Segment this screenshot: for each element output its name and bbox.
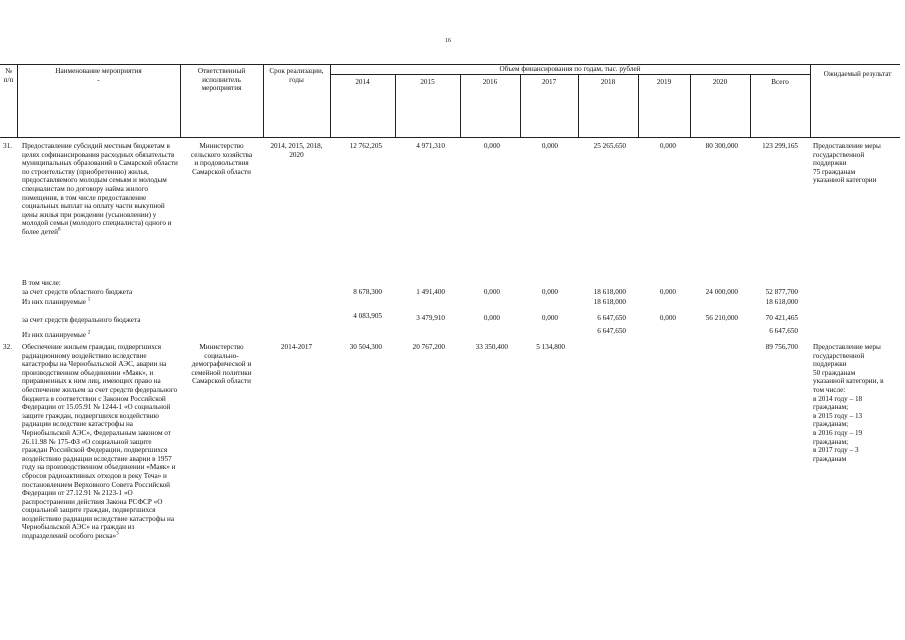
row32-v2014: 30 504,300 bbox=[349, 343, 382, 351]
row32-term: 2014-2017 bbox=[280, 343, 313, 351]
row31-v2016: 0,000 bbox=[483, 142, 500, 150]
row32-num: 32. bbox=[3, 343, 12, 351]
row31-sub-value: 18 618,000 bbox=[593, 298, 626, 306]
header-num: № п/п bbox=[3, 67, 14, 84]
row31-sub-value: 24 000,000 bbox=[705, 288, 738, 296]
row31-v2015: 4 971,310 bbox=[416, 142, 445, 150]
row32-name: Обеспечение жильем граждан, подвергшихся радиационному воздействию вследствие катастрофы на Чернобыльской АЭС, аварии на производственном объединении «Маяк», и приравненных к ним лиц, имеющих право на обеспечение жильем за счет средств федерального бюджета в соответствии с Законом Российской Федерации от 15.05.91 № 1244-1 «О социальной защите граждан, подвергшихся воздействию радиации вследствие катастрофы на Чернобыльской АЭС», Федеральным законом от 26.11.98 № 175-ФЗ «О социальной защите граждан Российской Федерации, подвергшихся воздействию радиации вследствие аварии в 1957 году на производственном объединении «Маяк» и сбросов радиоактивных отходов в реку Теча» и постановлением Верховного Совета Российской Федерации от 27.12.91 № 2123-1 «О распространении действия Закона РСФСР «О социальной защите граждан, подвергшихся воздействию радиации вследствие катастрофы на Чернобыльской АЭС» на граждан из подразделений особого риска»$^3$ bbox=[22, 343, 178, 541]
row31-sub-value: 6 647,650 bbox=[597, 327, 626, 335]
header-year-2016: 2016 bbox=[482, 78, 498, 86]
row31-sub-label: за счет средств федерального бюджета bbox=[22, 316, 141, 324]
header-year-2014: 2014 bbox=[355, 78, 370, 86]
row31-sub-value: 52 877,700 bbox=[765, 288, 798, 296]
row32-result: Предоставление меры государственной поддержки 50 гражданам указанной категории, в том числе: в 2014 году – 18 гражданам; в 2015 году – 13 гражданам; в 2016 году – 19 гражданам; в 2017 году – 3 гражданам bbox=[813, 343, 884, 463]
header-result: Ожидаемый результат bbox=[823, 70, 892, 78]
row31-v2014: 12 762,205 bbox=[349, 142, 382, 150]
header-bottom-line bbox=[0, 137, 900, 138]
header-year-2020: 2020 bbox=[712, 78, 728, 86]
row31-sub-value: 6 647,650 bbox=[769, 327, 798, 335]
row31-sub-value: 1 491,400 bbox=[416, 288, 445, 296]
row31-sub-value: 18 618,000 bbox=[765, 298, 798, 306]
row31-sub-value: 6 647,650 bbox=[597, 314, 626, 322]
row32-vtotal: 89 756,700 bbox=[765, 343, 798, 351]
row31-sub-value: 18 618,000 bbox=[593, 288, 626, 296]
header-year-2019: 2019 bbox=[656, 78, 672, 86]
row31-sub-value: 0,000 bbox=[541, 288, 558, 296]
row31-sub-value: 0,000 bbox=[659, 288, 676, 296]
row31-sub-value: 0,000 bbox=[541, 314, 558, 322]
row31-sub-value: 56 210,000 bbox=[705, 314, 738, 322]
row31-sub-value: 0,000 bbox=[483, 288, 500, 296]
row31-v2018: 25 265,650 bbox=[593, 142, 626, 150]
header-year-2018: 2018 bbox=[600, 78, 616, 86]
row31-sub-value: 4 083,905 bbox=[353, 312, 382, 320]
col-divider bbox=[330, 64, 331, 137]
row31-name: Предоставление субсидий местным бюджетам в целях софинансирования расходных обязательств муниципальных образований в Самарской области по строительству (приобретению) жилья, предоставляемого молодым семьям и молодым специалистам по договору найма жилого помещения, в том числе предоставление социальных выплат на оплату части выкупной цены жилья при рождении (усыновлении) у молодой семьи (молодого специалиста) одного и более детей$^8$ bbox=[22, 142, 178, 236]
row31-v2017: 0,000 bbox=[541, 142, 558, 150]
funding-sub-line bbox=[330, 74, 810, 75]
row31-sub-value: 3 479,910 bbox=[416, 314, 445, 322]
row31-responsible: Министерство сельского хозяйства и продовольствия Самарской области bbox=[190, 142, 253, 176]
row31-v2019: 0,000 bbox=[659, 142, 676, 150]
page-number: 16 bbox=[445, 38, 451, 44]
header-term: Срок реализации, годы bbox=[269, 67, 324, 84]
row31-term: 2014, 2015, 2018, 2020 bbox=[270, 142, 323, 159]
row31-sub-label: Из них планируемые $^2$ bbox=[22, 330, 91, 339]
row32-v2017: 5 134,800 bbox=[536, 343, 565, 351]
row31-sub-label: Из них планируемые $^1$ bbox=[22, 297, 91, 306]
row31-vtotal: 123 299,165 bbox=[762, 142, 798, 150]
header-year-total: Всего bbox=[771, 78, 789, 86]
row31-num: 31. bbox=[3, 142, 12, 150]
row32-v2016: 33 350,400 bbox=[475, 343, 508, 351]
header-name: Наименование мероприятия bbox=[55, 67, 142, 75]
row32-responsible: Министерство социально- демографической и семейной политики Самарской области bbox=[191, 343, 252, 386]
row31-sub-label: В том числе: bbox=[22, 279, 61, 287]
header-year-2015: 2015 bbox=[420, 78, 435, 86]
header-funding: Объем финансирования по годам, тыс. рублей bbox=[499, 65, 641, 73]
row31-sub-label: за счет средств областного бюджета bbox=[22, 288, 133, 296]
header-year-2017: 2017 bbox=[541, 78, 557, 86]
row31-sub-value: 8 678,300 bbox=[353, 288, 382, 296]
row31-sub-value: 70 421,465 bbox=[765, 314, 798, 322]
header-name-sub: - bbox=[97, 76, 100, 84]
row31-sub-value: 0,000 bbox=[659, 314, 676, 322]
row31-sub-value: 0,000 bbox=[483, 314, 500, 322]
row32-v2015: 20 767,200 bbox=[412, 343, 445, 351]
row31-result: Предоставление меры государственной поддержки 75 гражданам указанной категории bbox=[813, 142, 881, 185]
row31-v2020: 80 300,000 bbox=[705, 142, 738, 150]
header-responsible: Ответственный исполнитель мероприятия bbox=[197, 67, 246, 93]
